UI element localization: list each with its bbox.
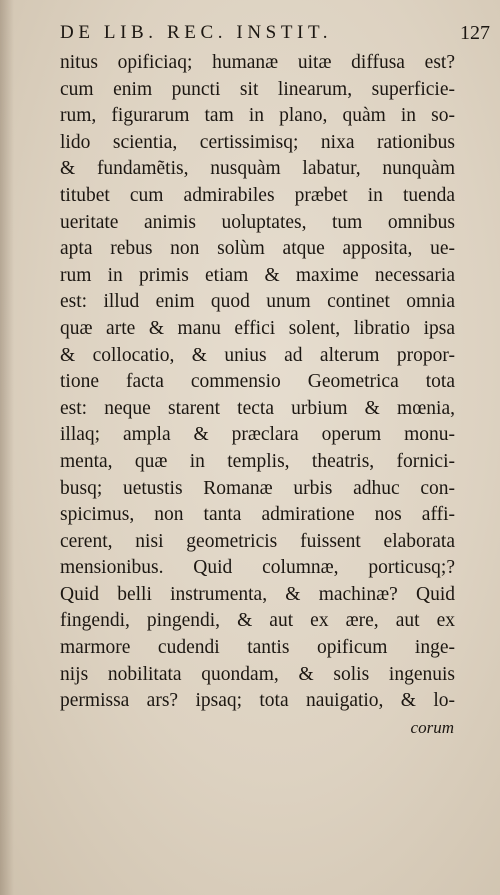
text-line: est: neque starent tecta urbium & mœnia, <box>60 397 455 419</box>
text-line: nijs nobilitata quondam, & solis ingenuis <box>60 663 455 685</box>
catchword: corum <box>410 718 454 737</box>
text-line: titubet cum admirabiles præbet in tuenda <box>60 184 455 206</box>
text-line: & fundamẽtis, nusquàm labatur, nunquàm <box>60 158 455 180</box>
text-line: quæ arte & manu effici solent, libratio ipsa <box>60 317 455 339</box>
page-header <box>60 18 490 48</box>
text-line: est: illud enim quod unum continet omnia <box>60 291 455 313</box>
text-line: fingendi, pingendi, & aut ex ære, aut ex <box>60 610 455 632</box>
text-line: Quid belli instrumenta, & machinæ? Quid <box>60 583 455 605</box>
text-line: rum, figurarum tam in plano, quàm in so- <box>60 105 455 127</box>
text-line: spicimus, non tanta admiratione nos affi- <box>60 504 455 526</box>
text-line: menta, quæ in templis, theatris, fornici- <box>60 450 455 472</box>
text-line: lido scientia, certissimisq; nixa rationibus <box>60 131 455 153</box>
text-line: busq; uetustis Romanæ urbis adhuc con- <box>60 477 455 499</box>
text-line: illaq; ampla & præclara operum monu- <box>60 424 455 446</box>
text-line: & collocatio, & unius ad alterum propor- <box>60 344 455 366</box>
running-head: DE LIB. REC. INSTIT. <box>60 22 333 43</box>
text-line: cerent, nisi geometricis fuissent elaborata <box>60 530 455 552</box>
text-line: marmore cudendi tantis opificum inge- <box>60 637 455 659</box>
text-line: mensionibus. Quid columnæ, porticusq;? <box>60 557 455 579</box>
text-line: cum enim puncti sit linearum, superficie- <box>60 78 455 100</box>
text-line: nitus opificiaq; humanæ uitæ diffusa est? <box>60 52 455 73</box>
page-number: 127 <box>460 22 490 44</box>
text-line: rum in primis etiam & maxime necessaria <box>60 264 455 286</box>
text-line: permissa ars? ipsaq; tota nauigatio, & lo- <box>60 690 455 712</box>
text-line: tione facta commensio Geometrica tota <box>60 371 455 393</box>
text-line: apta rebus non solùm atque apposita, ue- <box>60 238 455 260</box>
body-text <box>60 50 455 715</box>
text-line: ueritate animis uoluptates, tum omnibus <box>60 211 455 233</box>
